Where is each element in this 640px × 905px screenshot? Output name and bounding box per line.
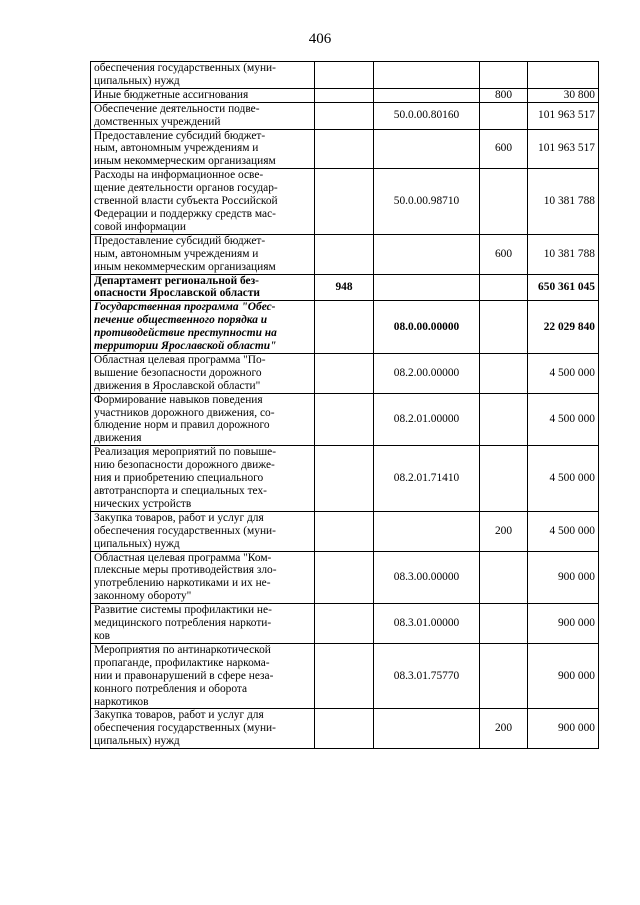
table-row	[91, 551, 599, 604]
table-row	[91, 393, 599, 446]
row-name-line: конного потребления и оборота	[94, 682, 248, 695]
row-name-line: участников дорожного движения, со-	[94, 406, 275, 419]
department-code	[315, 169, 374, 235]
target-article-code	[374, 62, 480, 89]
amount: 900 000	[528, 643, 599, 709]
expense-type-code	[480, 301, 528, 354]
amount: 101 963 517	[528, 102, 599, 129]
row-name	[91, 551, 315, 604]
table-row	[91, 446, 599, 512]
table-row	[91, 62, 599, 89]
budget-table-body	[91, 62, 599, 749]
row-name	[91, 129, 315, 169]
row-name-line: Предоставление субсидий бюджет-	[94, 234, 266, 247]
table-row	[91, 274, 599, 301]
expense-type-code	[480, 353, 528, 393]
expense-type-code	[480, 102, 528, 129]
row-name-line: Закупка товаров, работ и услуг для	[94, 511, 264, 524]
row-name	[91, 446, 315, 512]
budget-table	[90, 61, 599, 749]
expense-type-code	[480, 393, 528, 446]
row-name-line: Иные бюджетные ассигнования	[94, 88, 249, 101]
target-article-code: 08.2.01.00000	[374, 393, 480, 446]
row-name-line: Закупка товаров, работ и услуг для	[94, 709, 264, 722]
row-name-line: Областная целевая программа "По-	[94, 353, 266, 366]
amount: 101 963 517	[528, 129, 599, 169]
target-article-code	[374, 234, 480, 274]
amount: 900 000	[528, 709, 599, 749]
department-code	[315, 88, 374, 102]
row-name-line: наркотиков	[94, 695, 149, 708]
department-code	[315, 353, 374, 393]
expense-type-code	[480, 551, 528, 604]
row-name-line: обеспечения государственных (муни-	[94, 722, 276, 735]
row-name-line: нию безопасности дорожного движе-	[94, 459, 275, 472]
row-name-line: опасности Ярославской области	[94, 287, 260, 300]
row-name-line: законному обороту"	[94, 590, 192, 603]
row-name-line: блюдение норм и правил дорожного	[94, 419, 270, 432]
row-name-line: Департамент региональной без-	[94, 274, 259, 287]
table-row	[91, 88, 599, 102]
table-row	[91, 102, 599, 129]
row-name-line: домственных учреждений	[94, 115, 221, 128]
target-article-code: 08.2.01.71410	[374, 446, 480, 512]
row-name-line: Развитие системы профилактики не-	[94, 604, 272, 617]
row-name-line: территории Ярославской области"	[94, 340, 277, 353]
expense-type-code	[480, 643, 528, 709]
row-name-line: Мероприятия по антинаркотической	[94, 643, 271, 656]
amount: 30 800	[528, 88, 599, 102]
row-name	[91, 393, 315, 446]
row-name-line: нии и правонарушений в сфере неза-	[94, 669, 274, 682]
target-article-code: 50.0.00.98710	[374, 169, 480, 235]
target-article-code	[374, 709, 480, 749]
amount: 650 361 045	[528, 274, 599, 301]
expense-type-code	[480, 169, 528, 235]
department-code	[315, 709, 374, 749]
row-name	[91, 88, 315, 102]
page-number: 406	[308, 31, 332, 47]
row-name-line: Предоставление субсидий бюджет-	[94, 129, 266, 142]
row-name-line: пропаганде, профилактике наркома-	[94, 656, 270, 669]
row-name	[91, 169, 315, 235]
department-code	[315, 301, 374, 354]
expense-type-code: 600	[480, 234, 528, 274]
row-name-line: Федерации и поддержку средств мас-	[94, 207, 276, 220]
table-row	[91, 301, 599, 354]
row-name-line: движения в Ярославской области"	[94, 379, 261, 392]
row-name-line: Реализация мероприятий по повыше-	[94, 446, 277, 459]
row-name	[91, 301, 315, 354]
row-name	[91, 643, 315, 709]
expense-type-code	[480, 274, 528, 301]
expense-type-code	[480, 604, 528, 644]
row-name-line: Формирование навыков поведения	[94, 393, 263, 406]
amount: 4 500 000	[528, 353, 599, 393]
amount	[528, 62, 599, 89]
row-name-line: ципальных) нужд	[94, 74, 180, 87]
table-row	[91, 234, 599, 274]
target-article-code	[374, 129, 480, 169]
amount: 10 381 788	[528, 234, 599, 274]
amount: 900 000	[528, 604, 599, 644]
row-name-line: Государственная программа "Обес-	[94, 301, 276, 314]
target-article-code	[374, 88, 480, 102]
row-name-line: плексные меры противодействия зло-	[94, 564, 277, 577]
expense-type-code	[480, 446, 528, 512]
row-name-line: ственной власти субъекта Российской	[94, 195, 278, 208]
department-code	[315, 511, 374, 551]
row-name-line: движения	[94, 432, 142, 445]
target-article-code: 08.3.01.00000	[374, 604, 480, 644]
target-article-code: 08.3.00.00000	[374, 551, 480, 604]
target-article-code: 08.0.00.00000	[374, 301, 480, 354]
department-code	[315, 62, 374, 89]
department-code	[315, 393, 374, 446]
expense-type-code: 800	[480, 88, 528, 102]
table-row	[91, 604, 599, 644]
row-name-line: ципальных) нужд	[94, 735, 180, 748]
table-row	[91, 169, 599, 235]
department-code	[315, 604, 374, 644]
amount: 4 500 000	[528, 393, 599, 446]
row-name-line: ния и приобретению специального	[94, 472, 264, 485]
row-name-line: ков	[94, 629, 111, 642]
table-row	[91, 511, 599, 551]
row-name-line: Расходы на информационное осве-	[94, 169, 264, 182]
department-code	[315, 234, 374, 274]
row-name	[91, 604, 315, 644]
expense-type-code: 600	[480, 129, 528, 169]
amount: 900 000	[528, 551, 599, 604]
row-name-line: ным, автономным учреждениям и	[94, 247, 259, 260]
row-name-line: печение общественного порядка и	[94, 314, 268, 327]
target-article-code	[374, 274, 480, 301]
table-row	[91, 643, 599, 709]
row-name-line: обеспечения государственных (муни-	[94, 524, 276, 537]
amount: 22 029 840	[528, 301, 599, 354]
row-name-line: ным, автономным учреждениям и	[94, 142, 259, 155]
row-name-line: иным некоммерческим организациям	[94, 155, 276, 168]
row-name-line: нических устройств	[94, 497, 192, 510]
table-row	[91, 353, 599, 393]
department-code	[315, 129, 374, 169]
amount: 4 500 000	[528, 446, 599, 512]
row-name-line: вышение безопасности дорожного	[94, 366, 262, 379]
row-name-line: обеспечения государственных (муни-	[94, 62, 276, 74]
expense-type-code	[480, 62, 528, 89]
row-name	[91, 102, 315, 129]
department-code	[315, 102, 374, 129]
department-code	[315, 551, 374, 604]
row-name	[91, 353, 315, 393]
row-name	[91, 234, 315, 274]
row-name-line: медицинского потребления наркоти-	[94, 617, 272, 630]
target-article-code: 50.0.00.80160	[374, 102, 480, 129]
department-code	[315, 446, 374, 512]
expense-type-code: 200	[480, 709, 528, 749]
row-name-line: автотранспорта и специальных тех-	[94, 485, 267, 497]
row-name-line: Областная целевая программа "Ком-	[94, 551, 272, 564]
department-code: 948	[315, 274, 374, 301]
row-name	[91, 274, 315, 301]
amount: 10 381 788	[528, 169, 599, 235]
row-name-line: ципальных) нужд	[94, 537, 180, 550]
row-name-line: щение деятельности органов государ-	[94, 182, 278, 195]
table-row	[91, 709, 599, 749]
row-name	[91, 709, 315, 749]
row-name	[91, 511, 315, 551]
expense-type-code: 200	[480, 511, 528, 551]
row-name-line: иным некоммерческим организациям	[94, 260, 276, 273]
amount: 4 500 000	[528, 511, 599, 551]
target-article-code	[374, 511, 480, 551]
target-article-code: 08.2.00.00000	[374, 353, 480, 393]
row-name-line: совой информации	[94, 220, 186, 233]
row-name-line: Обеспечение деятельности подве-	[94, 102, 260, 115]
table-row	[91, 129, 599, 169]
target-article-code: 08.3.01.75770	[374, 643, 480, 709]
department-code	[315, 643, 374, 709]
row-name	[91, 62, 315, 89]
row-name-line: противодействие преступности на	[94, 327, 277, 340]
row-name-line: употреблению наркотиками и их не-	[94, 577, 271, 590]
